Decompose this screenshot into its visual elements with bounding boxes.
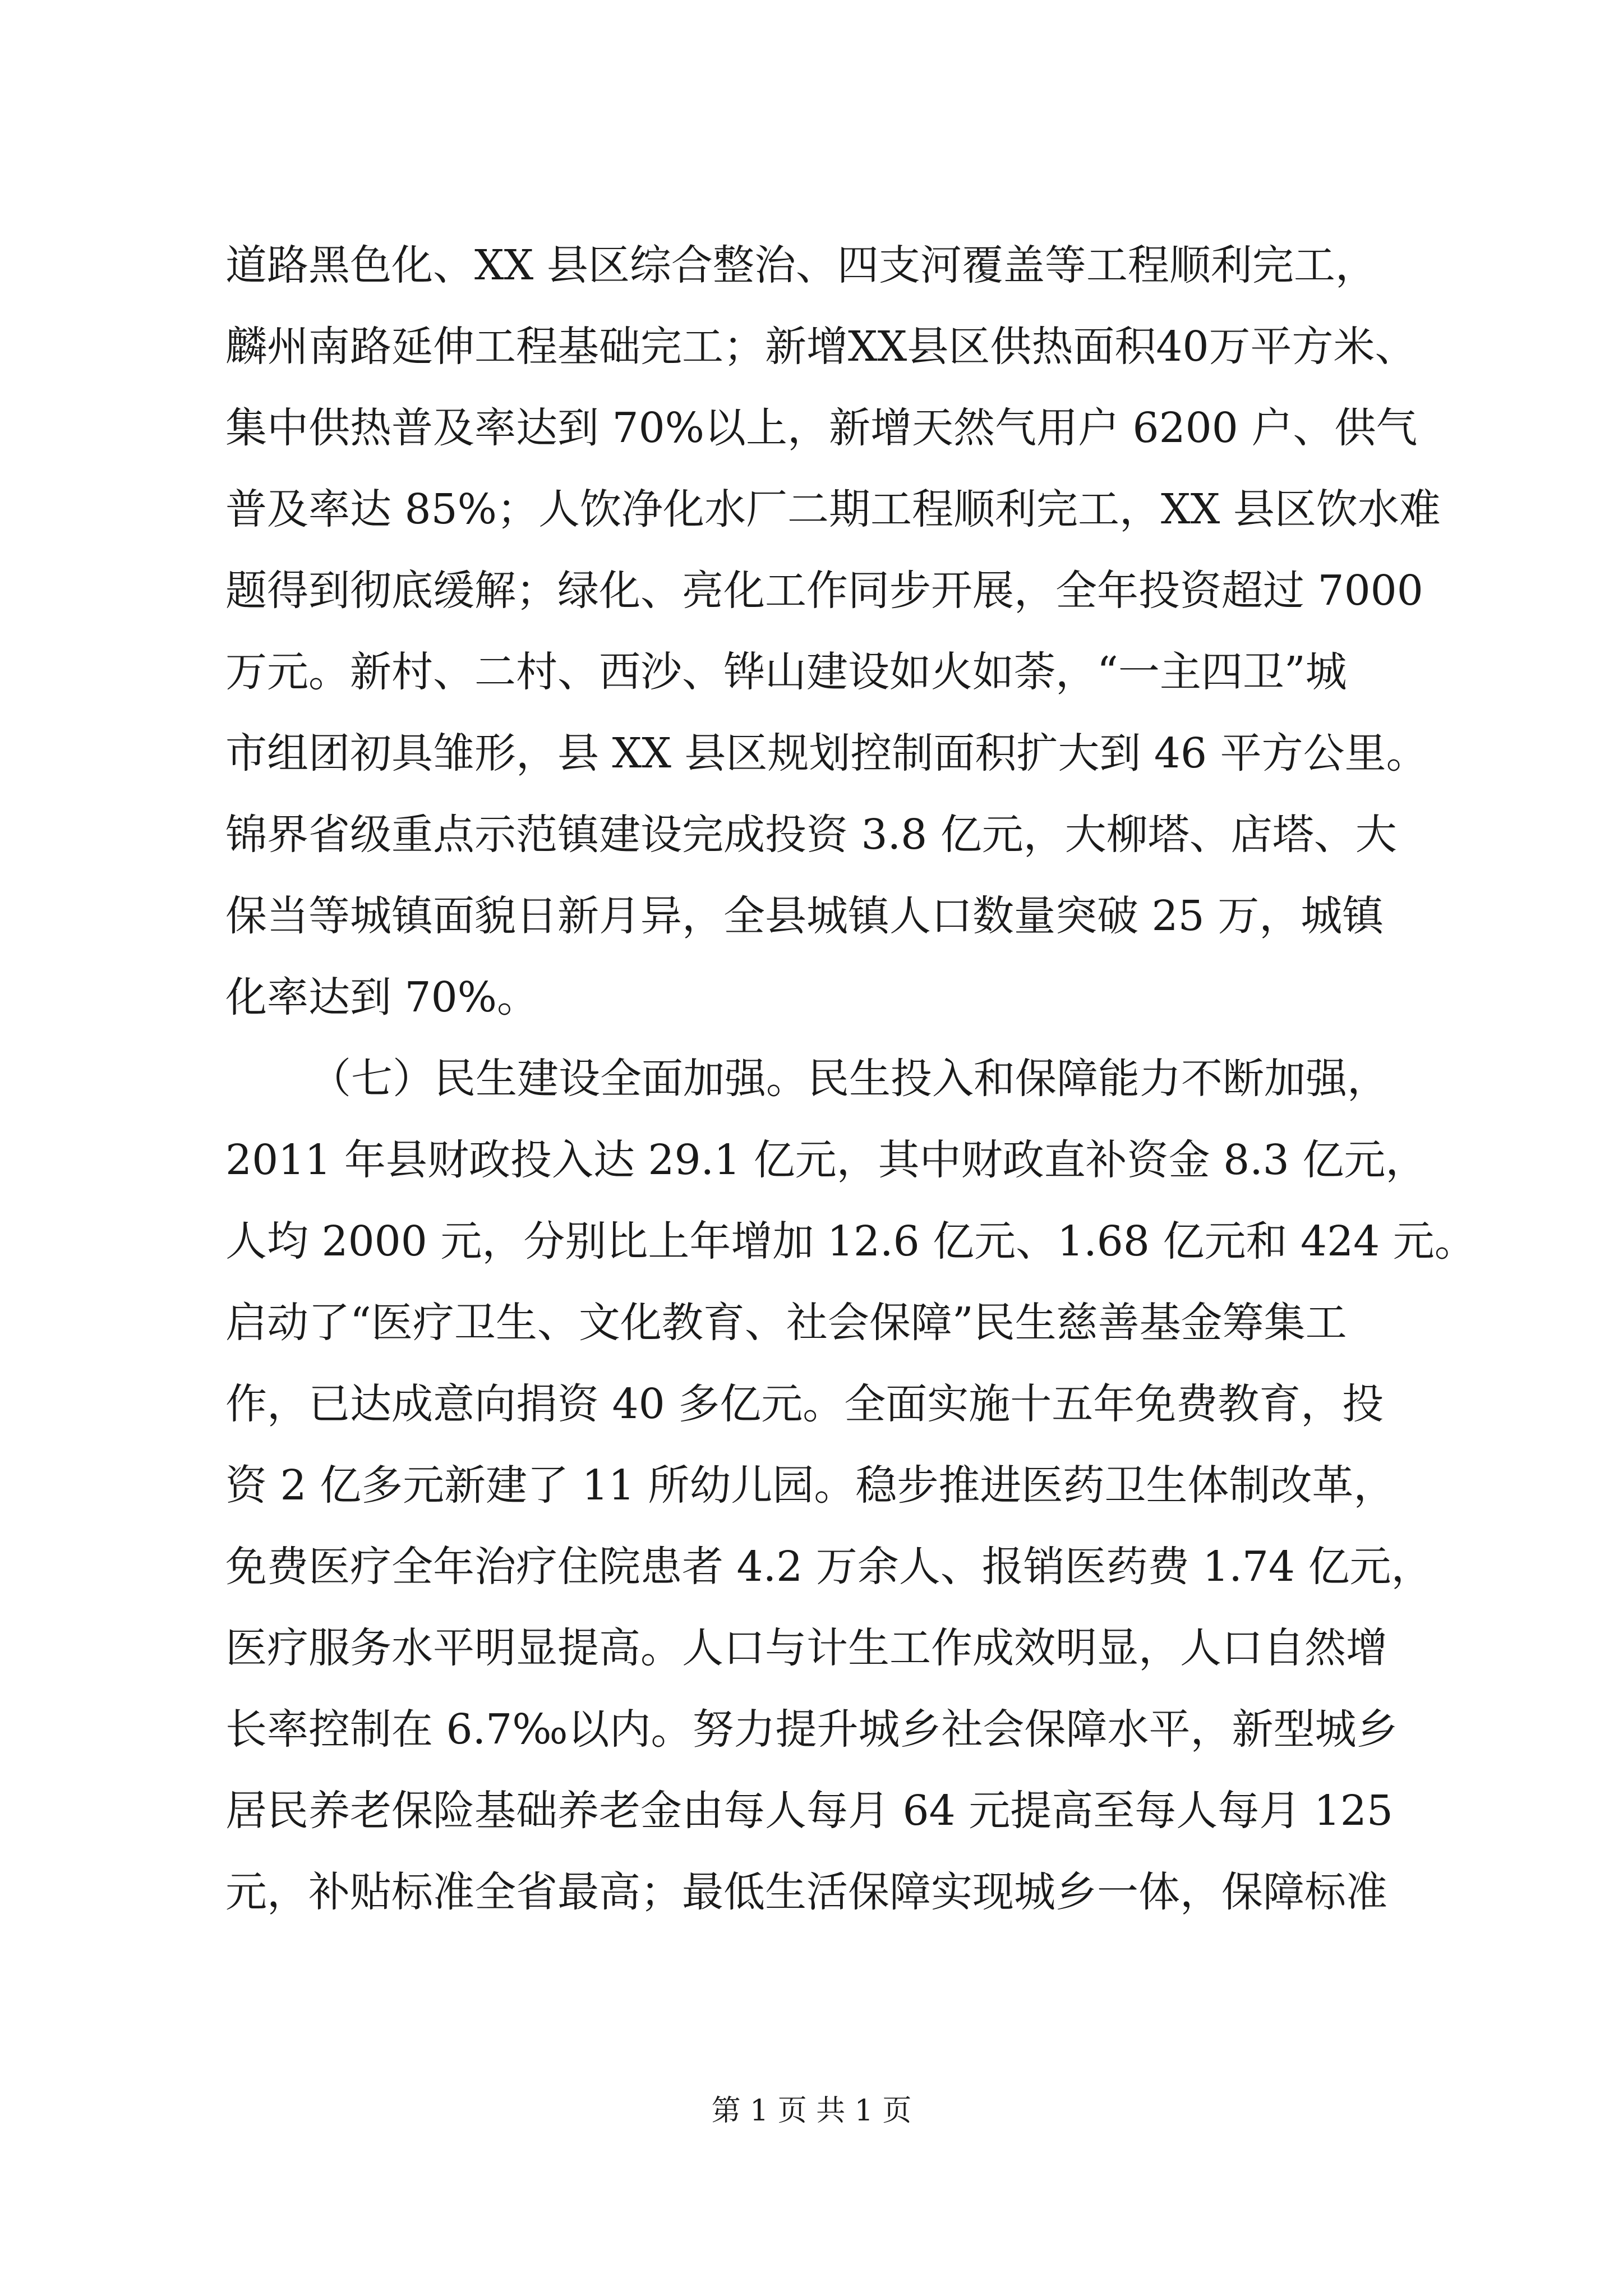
text-line: 居民养老保险基础养老金由每人每月 64 元提高至每人每月 125	[225, 1787, 1393, 1835]
text-line: 麟州南路延伸工程基础完工；新增XX县区供热面积40万平方米、	[225, 323, 1417, 371]
text-line: 题得到彻底缓解；绿化、亮化工作同步开展，全年投资超过 7000	[225, 567, 1423, 615]
text-line: 资 2 亿多元新建了 11 所幼儿园。稳步推进医药卫生体制改革，	[225, 1461, 1395, 1510]
text-line: 道路黑色化、XX 县区综合整治、四支河覆盖等工程顺利完工，	[225, 241, 1377, 289]
text-line: 锦界省级重点示范镇建设完成投资 3.8 亿元，大柳塔、店塔、大	[225, 811, 1397, 859]
text-line: 作，已达成意向捐资 40 多亿元。全面实施十五年免费教育，投	[225, 1380, 1384, 1428]
text-line: 长率控制在 6.7‰以内。努力提升城乡社会保障水平，新型城乡	[225, 1705, 1398, 1754]
text-line: 医疗服务水平明显提高。人口与计生工作成效明显，人口自然增	[225, 1624, 1387, 1672]
page-number-footer: 第 1 页 共 1 页	[711, 2094, 912, 2128]
text-line: 免费医疗全年治疗住院患者 4.2 万余人、报销医药费 1.74 亿元，	[225, 1543, 1433, 1591]
section-heading-line: （七）民生建设全面加强。民生投入和保障能力不断加强，	[310, 1055, 1389, 1103]
text-line: 2011 年县财政投入达 29.1 亿元，其中财政直补资金 8.3 亿元，	[225, 1136, 1427, 1184]
text-line: 普及率达 85%；人饮净化水厂二期工程顺利完工，XX 县区饮水难	[225, 485, 1441, 533]
text-line: 人均 2000 元，分别比上年增加 12.6 亿元、1.68 亿元和 424 元。	[225, 1217, 1476, 1266]
text-line: 保当等城镇面貌日新月异，全县城镇人口数量突破 25 万，城镇	[225, 892, 1384, 940]
text-line: 元，补贴标准全省最高；最低生活保障实现城乡一体，保障标准	[225, 1868, 1387, 1916]
text-line: 市组团初具雏形，县 XX 县区规划控制面积扩大到 46 平方公里。	[225, 729, 1428, 777]
text-line: 启动了“医疗卫生、文化教育、社会保障”民生慈善基金筹集工	[225, 1299, 1347, 1347]
text-line: 万元。新村、二村、西沙、铧山建设如火如荼，“一主四卫”城	[225, 648, 1347, 696]
text-line: 化率达到 70%。	[225, 973, 538, 1022]
text-line: 集中供热普及率达到 70%以上，新增天然气用户 6200 户、供气	[225, 404, 1418, 452]
